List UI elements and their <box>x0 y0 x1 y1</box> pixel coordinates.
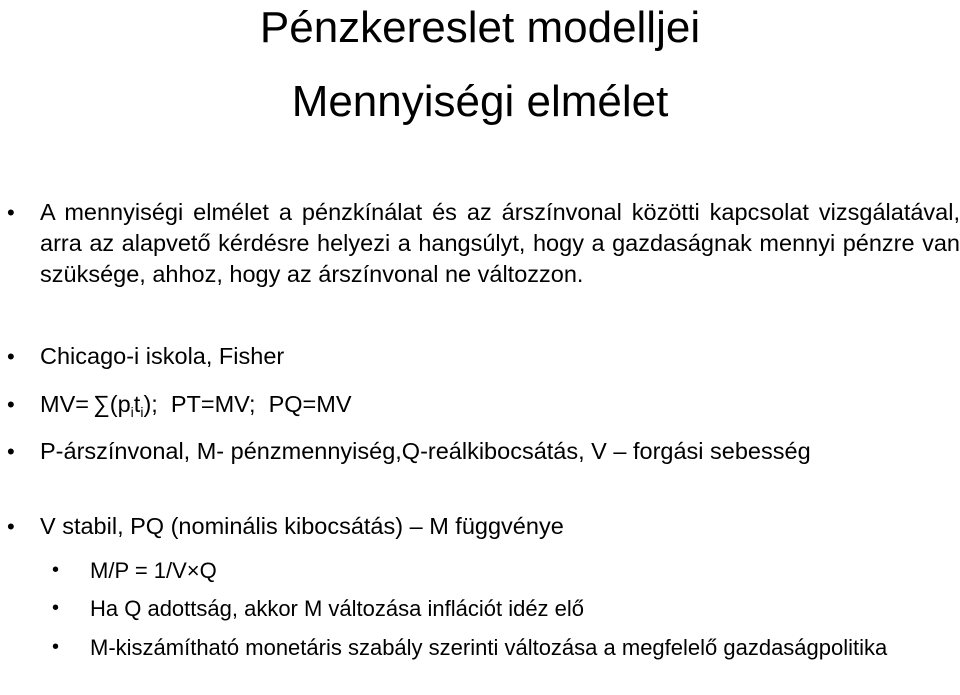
formula-prefix: MV= <box>40 391 89 417</box>
sub-bullet-text: M/P = 1/V×Q <box>90 558 217 583</box>
bullet-item <box>7 341 960 372</box>
bullet-item-formula <box>7 389 960 420</box>
sub-bullet-item <box>52 594 950 623</box>
bullet-dot-icon: • <box>52 597 60 619</box>
bullet-dot-icon: • <box>52 636 60 658</box>
bullet-text: A mennyiségi elmélet a pénzkínálat és az árszínvonal közötti kapcsolat vizsgálatával, arra az alapvető kérdésre helyezi a hangsúlyt, hogy a gazdaságnak mennyi pénzre van szüksége, ahhoz, hogy az árszínvonal ne változzon. <box>40 199 960 287</box>
slide-subtitle: Mennyiségi elmélet <box>291 77 669 126</box>
bullet-dot-icon: • <box>7 439 15 464</box>
formula-subscript: i <box>130 404 134 420</box>
bullet-text: V stabil, PQ (nominális kibocsátás) – M függvénye <box>40 513 564 539</box>
bullet-text: Chicago-i iskola, Fisher <box>40 343 285 369</box>
bullet-dot-icon: • <box>7 344 15 369</box>
sub-bullet-text: M-kiszámítható monetáris szabály szerinti változása a megfelelő gazdaságpolitika <box>90 635 888 660</box>
sigma-symbol: ∑ <box>92 391 110 417</box>
sub-bullet-item <box>52 556 950 585</box>
bullet-text: P-árszínvonal, M- pénzmennyiség,Q-reálkibocsátás, V – forgási sebesség <box>40 438 811 464</box>
sub-bullet-text: Ha Q adottság, akkor M változása inflációt idéz elő <box>90 596 585 621</box>
bullet-dot-icon: • <box>52 559 60 581</box>
formula-close: ); PT=MV; PQ=MV <box>143 391 352 417</box>
bullet-item <box>7 511 960 542</box>
bullet-item <box>7 197 960 290</box>
formula-mid: t <box>133 391 141 417</box>
formula-subscript: i <box>140 404 144 420</box>
bullet-item <box>7 436 960 467</box>
formula <box>40 391 352 420</box>
formula-open: (p <box>109 391 131 417</box>
sub-bullet-item <box>52 633 950 662</box>
bullet-dot-icon: • <box>7 514 15 539</box>
bullet-dot-icon: • <box>7 392 15 417</box>
slide-title: Pénzkereslet modelljei <box>259 3 701 52</box>
bullet-dot-icon: • <box>7 200 15 225</box>
